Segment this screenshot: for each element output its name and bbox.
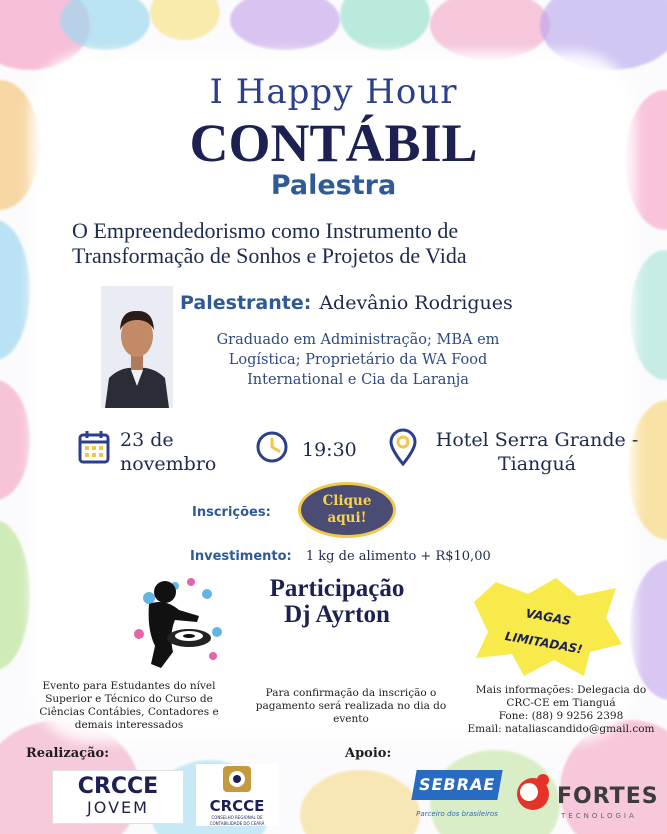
investment-label: Investimento:: [190, 549, 292, 564]
participation-line2: Dj Ayrton: [284, 601, 390, 628]
audience-note: Evento para Estudantes do nível Superior e Técnico do Curso de Ciências Contábies, Contadores e demais interessados: [39, 680, 219, 731]
contact-line1: Mais informações: Delegacia do: [475, 684, 647, 696]
investment-value: 1 kg de alimento + R$10,00: [305, 549, 491, 564]
event-place: [426, 428, 648, 476]
contact-phone: Fone: (88) 9 9256 2398: [498, 710, 624, 722]
limited-spots-badge: [466, 572, 626, 682]
register-button[interactable]: [298, 482, 396, 538]
speaker-name: Adevânio Rodrigues: [319, 292, 513, 314]
crcce-subtitle: CONSELHO REGIONAL DE CONTABILIDADE DO CEARÁ: [209, 815, 265, 826]
contact-line2: CRC-CE em Tianguá: [506, 697, 616, 709]
event-place-line2: Tianguá: [497, 453, 577, 475]
crcce-jovem-bottom: JOVEM: [87, 798, 149, 817]
event-date-line2: novembro: [120, 453, 217, 475]
sebrae-name: SEBRAE: [411, 770, 502, 800]
registration-label: Inscrições:: [192, 505, 271, 520]
crcce-jovem-top: CRCCE: [77, 774, 159, 799]
clock-icon: [255, 430, 289, 468]
fortes-emblem: [513, 772, 553, 814]
event-date-line1: 23 de: [120, 429, 174, 451]
fortes-logo: [513, 772, 659, 824]
realizacao-label: Realização:: [26, 746, 109, 761]
speaker-line: [180, 292, 513, 314]
badge-line2: LIMITADAS!: [503, 629, 584, 657]
speaker-bio: Graduado em Administração; MBA em Logística; Proprietário da WA Food International e Cia da Laranja: [216, 332, 500, 388]
sebrae-logo: [414, 770, 500, 826]
crcce-emblem: [196, 764, 278, 794]
event-date: [120, 428, 216, 476]
apoio-label: Apoio:: [345, 746, 392, 761]
speaker-photo: [101, 286, 173, 408]
badge-line1: VAGAS: [524, 606, 572, 629]
register-button-line2: aqui!: [327, 510, 367, 526]
crcce-jovem-logo: [52, 770, 184, 824]
fortes-name: FORTES: [557, 784, 659, 809]
contact-info: [466, 684, 656, 736]
talk-title: O Empreendedorismo como Instrumento de Transformação de Sonhos e Projetos de Vida: [72, 218, 467, 268]
dj-illustration: [125, 572, 231, 678]
speaker-label: Palestrante:: [180, 292, 312, 314]
event-place-line1: Hotel Serra Grande -: [435, 429, 639, 451]
calendar-icon: [78, 430, 110, 468]
event-series-title: I Happy Hour: [209, 72, 458, 112]
crcce-logo: [196, 764, 278, 826]
investment-line: [190, 549, 491, 564]
crcce-name: CRCCE: [209, 797, 265, 815]
participation-title: [232, 576, 442, 628]
fortes-subtitle: TECNOLOGIA: [561, 812, 637, 820]
payment-note: Para confirmação da inscrição o pagamento será realizada no dia do evento: [255, 687, 447, 725]
sebrae-tagline: Parceiro dos brasileiros: [416, 810, 498, 818]
event-main-title: CONTÁBIL: [189, 113, 478, 173]
register-button-line1: Clique: [322, 493, 372, 509]
participation-line1: Participação: [269, 575, 405, 602]
location-pin-icon: [388, 428, 418, 470]
contact-email[interactable]: Email: nataliascandido@gmail.com: [467, 723, 655, 735]
event-time: 19:30: [302, 439, 357, 461]
event-type-title: Palestra: [270, 170, 397, 201]
